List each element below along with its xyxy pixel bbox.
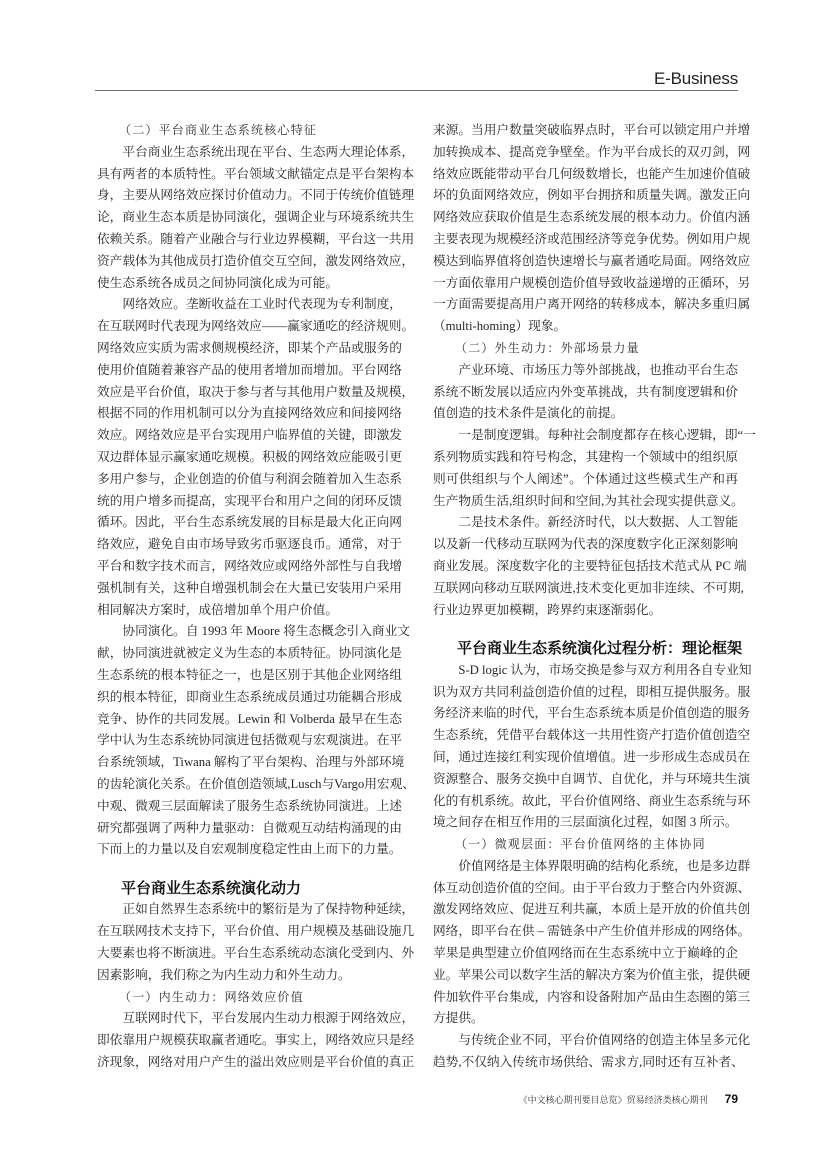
text-line: 资产载体为其他成员打造价值交互空间，激发网络效应， <box>97 253 415 268</box>
text-line: （二）平台商业生态系统核心特征 <box>119 123 318 137</box>
text-line: 化的有机系统。故此，平台价值网络、商业生态系统与环 <box>433 793 751 808</box>
text-line: 台系统领域，Tiwana 解构了平台架构、治理与外部环境 <box>97 755 405 770</box>
text-line: 苹果是典型建立价值网络而在生态系统中立于巅峰的企 <box>433 946 738 961</box>
text-line: 则可供组织与个人阐述”。个体通过这些模式生产和再 <box>433 471 738 486</box>
text-line: 一方面依靠用户规模创造价值导致收益递增的正循环，另 <box>433 275 751 290</box>
paragraph <box>433 660 752 834</box>
text-line: 主要表现为规模经济或范围经济等竞争优势。例如用户规 <box>433 231 751 246</box>
subsection-heading <box>97 120 402 142</box>
text-line: 来源。当用户数量突破临界点时，平台可以锁定用户并增 <box>433 123 751 137</box>
text-line: 身，主要从网络效应探讨价值动力。不同于传统价值链理 <box>97 188 415 203</box>
section-heading <box>433 638 743 660</box>
text-line: （一）微观层面：平台价值网络的主体协同 <box>455 837 706 852</box>
subsection-heading <box>433 338 738 360</box>
text-line: 根据不同的作用机制可以分为直接网络效应和间接网络 <box>97 406 402 421</box>
text-line: 强机制有关，这种自增强机制会在大量已安装用户采用 <box>97 580 402 595</box>
text-line: 一方面需要提高用户离开网络的转移成本，解决多重归属 <box>433 297 751 312</box>
text-line: 的齿轮演化关系。在价值创造领域,Lusch与Vargo用宏观、 <box>97 776 415 791</box>
paragraph <box>97 142 415 295</box>
text-line: 献，协同演进就被定义为生态的本质特征。协同演化是 <box>97 646 402 661</box>
text-line: 网络效应实质为需求侧规模经济，即某个产品或服务的 <box>97 340 402 355</box>
text-line: （一）内生动力：网络效应价值 <box>119 989 304 1004</box>
text-line: 体互动创造价值的空间。由于平台致力于整合内外资源、 <box>433 880 751 895</box>
right-column <box>433 120 756 1074</box>
text-line: 具有两者的本质特性。平台领域文献锚定点是平台架构本 <box>97 166 415 181</box>
text-line: 与传统企业不同，平台价值网络的创造主体呈多元化 <box>458 1033 751 1048</box>
text-line: 络效应，避免自由市场导致劣币驱逐良币。通常，对于 <box>97 537 402 552</box>
text-line: 织的根本特征，即商业生态系统成员通过功能耦合形成 <box>97 689 402 704</box>
text-line: 平台商业生态系统出现在平台、生态两大理论体系， <box>122 144 415 159</box>
paragraph <box>433 120 751 338</box>
text-line: 生态系统的根本特征之一，也是区别于其他企业网络组 <box>97 667 402 682</box>
text-line: 即依靠用户规模获取赢者通吃。事实上，网络效应只是经 <box>97 1033 415 1048</box>
section-heading <box>97 878 402 900</box>
text-line: 方提供。 <box>433 1011 484 1026</box>
subsection-heading <box>97 987 402 1009</box>
text-line: 双边群体显示赢家通吃规模。积极的网络效应能吸引更 <box>97 449 402 464</box>
text-line: 互联网向移动互联网演进,技术变化更加非连续、不可期, <box>433 580 744 595</box>
text-line: 网络，即平台在供 – 需链条中产生价值并形成的网络体。 <box>433 924 751 939</box>
left-column <box>97 120 415 1074</box>
text-line: 竞争、协作的共同发展。Lewin 和 Volberda 最早在生态 <box>97 711 402 726</box>
text-line: 平台和数字技术而言，网络效应或网络外部性与自我增 <box>97 558 402 573</box>
paragraph <box>97 621 415 861</box>
text-line: 激发网络效应、促进互利共赢，本质上是开放的价值共创 <box>433 902 751 917</box>
text-line: 依赖关系。随着产业融合与行业边界模糊，平台这一共用 <box>97 231 415 246</box>
text-line: 相同解决方案时，成倍增加单个用户价值。 <box>97 602 339 617</box>
text-line: 统的用户增多而提高，实现平台和用户之间的闭环反馈 <box>97 493 402 508</box>
text-line: 平台商业生态系统演化过程分析：理论框架 <box>457 638 743 657</box>
text-line: 生产物质生活,组织时间和空间,为其社会现实提供意义。 <box>433 493 744 508</box>
text-line: 产业环境、市场压力等外部挑战，也推动平台生态 <box>458 362 738 377</box>
text-line: 学中认为生态系统协同演进包括微观与宏观演进。在平 <box>97 733 402 748</box>
text-line: 务经济来临的时代，平台生态系统本质是价值创造的服务 <box>433 706 751 721</box>
text-line: 论，商业生态本质是协同演化，强调企业与环境系统共生 <box>97 210 415 225</box>
text-line: 正如自然界生态系统中的繁衍是为了保持物种延续， <box>122 902 415 917</box>
paragraph <box>97 294 415 621</box>
paragraph <box>433 360 738 425</box>
text-line: 以及新一代移动互联网为代表的深度数字化正深刻影响 <box>433 537 738 552</box>
text-line: 识为双方共同利益创造价值的过程，即相互提供服务。服 <box>433 684 751 699</box>
text-line: 使生态系统各成员之间协同演化成为可能。 <box>97 275 339 290</box>
text-line: 络效应既能带动平台几何级数增长，也能产生加速价值破 <box>433 166 751 181</box>
text-line: 系统不断发展以适应内外变革挑战，共有制度逻辑和价 <box>433 384 738 399</box>
text-line: 加转换成本、提高竞争壁垒。作为平台成长的双刃剑，网 <box>433 144 751 159</box>
text-line: 多用户参与，企业创造的价值与利润会随着加入生态系 <box>97 471 402 486</box>
text-line: 值创造的技术条件是演化的前提。 <box>433 406 624 421</box>
page-footer <box>519 1091 738 1109</box>
text-line: 业。苹果公司以数字生活的解决方案为价值主张，提供硬 <box>433 967 751 982</box>
text-line: 生态系统，凭借平台载体这一共用性资产打造价值创造空 <box>433 728 751 743</box>
subsection-heading <box>433 834 738 856</box>
text-line: 在互联网技术支持下，平台价值、用户规模及基础设施几 <box>97 924 415 939</box>
paragraph <box>433 856 751 1030</box>
section-label: E-Business <box>654 69 738 88</box>
paragraph <box>97 899 415 986</box>
header-divider <box>95 90 738 91</box>
paragraph <box>433 425 756 512</box>
text-line: （二）外生动力：外部场景力量 <box>455 340 640 355</box>
text-line: 坏的负面网络效应，例如平台拥挤和质量失调。激发正向 <box>433 188 751 203</box>
text-line: （multi-homing）现象。 <box>433 319 567 334</box>
journal-label: 《中文核心期刊要目总览》贸易经济类核心期刊 <box>518 1096 708 1106</box>
text-line: 下而上的力量以及自宏观制度稳定性由上而下的力量。 <box>97 842 402 857</box>
text-line: 使用价值随着兼容产品的使用者增加而增加。平台网络 <box>97 362 402 377</box>
text-line: 一是制度逻辑。每种社会制度都存在核心逻辑，即“一 <box>458 428 756 443</box>
paragraph <box>97 1008 415 1073</box>
text-line: 网络效应获取价值是生态系统发展的根本动力。价值内涵 <box>433 210 751 225</box>
text-line: 系列物质实践和符号构念，其建构一个领域中的组织原 <box>433 449 738 464</box>
text-line: 行业边界更加模糊，跨界约束逐渐弱化。 <box>433 602 662 617</box>
text-line: 协同演化。自 1993 年 Moore 将生态概念引入商业文 <box>122 624 410 639</box>
paragraph <box>433 1030 751 1074</box>
text-line: 网络效应。垄断收益在工业时代表现为专利制度， <box>122 297 402 312</box>
text-line: 研究都强调了两种力量驱动：自微观互动结构涌现的由 <box>97 820 402 835</box>
page-number: 79 <box>724 1092 738 1106</box>
paragraph <box>433 512 747 621</box>
text-line: 互联网时代下，平台发展内生动力根源于网络效应， <box>122 1011 415 1026</box>
text-line: 间，通过连接红利实现价值增值。进一步形成生态成员在 <box>433 749 751 764</box>
text-line: 件加软件平台集成，内容和设备附加产品由生态圈的第三 <box>433 989 751 1004</box>
text-line: 济现象，网络对用户产生的溢出效应则是平台价值的真正 <box>97 1055 415 1070</box>
text-line: 资源整合、服务交换中自调节、自优化，并与环境共生演 <box>433 771 751 786</box>
text-line: 价值网络是主体界限明确的结构化系统，也是多边群 <box>458 858 751 873</box>
text-line: 平台商业生态系统演化动力 <box>121 878 302 897</box>
text-line: 趋势,不仅纳入传统市场供给、需求方,同时还有互补者、 <box>433 1055 744 1070</box>
text-line: 因素影响，我们称之为内生动力和外生动力。 <box>97 967 351 982</box>
text-line: 大要素也将不断演进。平台生态系统动态演化受到内、外 <box>97 946 415 961</box>
text-line: 二是技术条件。新经济时代，以大数据、人工智能 <box>458 515 738 530</box>
text-line: 循环。因此，平台生态系统发展的目标是最大化正向网 <box>97 515 402 530</box>
text-line: 商业发展。深度数字化的主要特征包括技术范式从 PC 端 <box>433 558 747 573</box>
text-line: S-D logic 认为，市场交换是参与双方利用各自专业知 <box>458 662 752 677</box>
text-line: 境之间存在相互作用的三层面演化过程，如图 3 所示。 <box>433 815 738 830</box>
text-line: 中观、微观三层面解读了服务生态系统协同演进。上述 <box>97 798 402 813</box>
text-line: 模达到临界值将创造快速增长与赢者通吃局面。网络效应 <box>433 253 751 268</box>
text-line: 在互联网时代表现为网络效应——赢家通吃的经济规则。 <box>97 319 415 334</box>
text-line: 效应是平台价值，取决于参与者与其他用户数量及规模， <box>97 384 415 399</box>
text-line: 效应。网络效应是平台实现用户临界值的关键，即激发 <box>97 428 402 443</box>
